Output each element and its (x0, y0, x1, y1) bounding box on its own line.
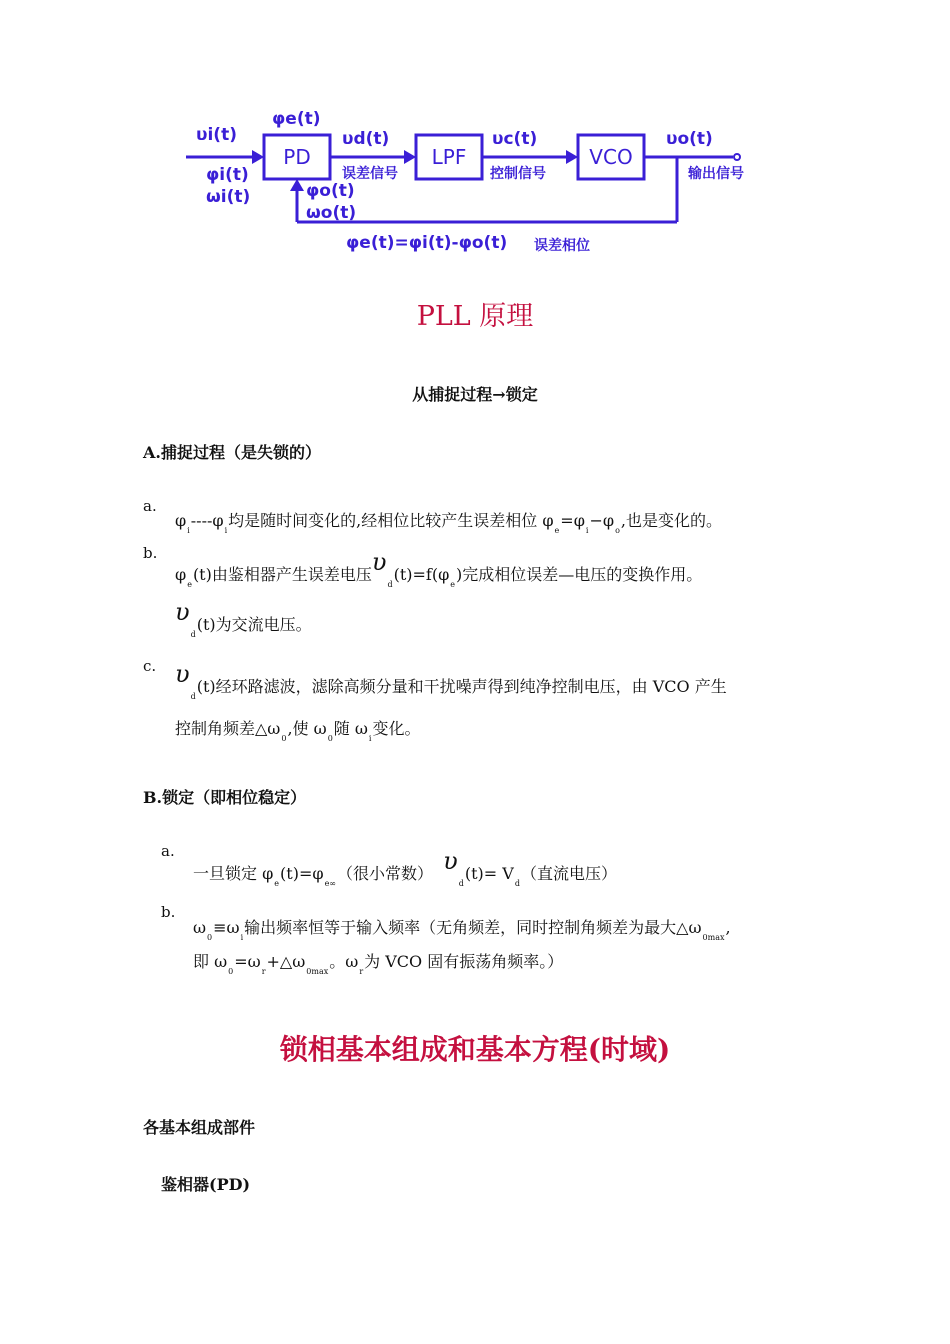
pd-block-label: PD (283, 145, 311, 169)
lpf-block-label: LPF (431, 145, 467, 169)
components-heading: 各基本组成部件 (143, 1118, 256, 1137)
section-b-heading: B.锁定（即相位稳定） (143, 788, 307, 807)
lock-item-b-text-line2: 即 $\omega_0=\omega_r+\triangle\omega_{0max}$。$\omega_r$为 VCO 固有振荡角频率。） (193, 952, 564, 976)
control-signal-caption: 控制信号 (490, 166, 546, 182)
capture-to-lock-subtitle: 从捕捉过程→锁定 (412, 385, 538, 404)
item-c-text-line1: $\upsilon_d(t)$经环路滤波，滤除高频分量和干扰噪声得到纯净控制电压，由 VCO 产生 (175, 660, 727, 701)
item-c-text-line2: 控制角频差$\triangle\omega_0$,使 $\omega_0$随 $\omega_i$变化。 (175, 719, 421, 743)
item-c-marker: c. (143, 657, 157, 675)
phase-equation: φe(t)=φi(t)-φo(t) (346, 233, 508, 253)
phase-detector-heading: 鉴相器(PD) (161, 1175, 251, 1194)
item-b-marker: b. (143, 544, 158, 562)
input-phase-label: φi(t) (206, 165, 249, 185)
lock-item-b-text-line1: $\omega_0\equiv\omega_i$输出频率恒等于输入频率（无角频差，同时控制角频差为最大$\triangle\omega_{0max}$, (193, 918, 731, 942)
error-voltage-label: υd(t) (342, 129, 390, 149)
error-signal-caption: 误差信号 (342, 166, 398, 182)
section-a-heading: A.捕捉过程（是失锁的） (143, 443, 321, 462)
output-signal-caption: 输出信号 (688, 166, 744, 182)
item-b-text-line1: $\varphi_e(t)$由鉴相器产生误差电压$\upsilon_d(t)=f(\varphi_e)$完成相位误差—电压的变换作用。 (175, 548, 703, 589)
lock-item-b-marker: b. (161, 903, 176, 921)
lock-item-a-marker: a. (161, 842, 175, 860)
vco-block-label: VCO (589, 145, 633, 169)
output-phase-label: φo(t) (306, 181, 355, 201)
pll-block-diagram (180, 105, 760, 265)
error-phase-caption: 误差相位 (534, 238, 590, 254)
item-b-text-line2: $\upsilon_d(t)$为交流电压。 (175, 598, 312, 639)
pll-principle-title: PLL 原理 (416, 301, 534, 332)
error-phase-label: φe(t) (272, 109, 321, 129)
output-signal-label: υo(t) (666, 129, 713, 149)
input-freq-label: ωi(t) (206, 187, 251, 207)
lock-item-a-text: 一旦锁定 $\varphi_e(t)=\varphi_{e\infty}$（很小常数） $\upsilon_d(t)= V_d$（直流电压） (193, 847, 617, 888)
item-a-text: $\varphi_i----\varphi_i$均是随时间变化的,经相位比较产生误差相位 $\varphi_e=\varphi_i-\varphi_o$,也是变化的。 (175, 511, 722, 535)
pll-components-title: 锁相基本组成和基本方程(时域) (279, 1033, 671, 1066)
output-freq-label: ωo(t) (306, 203, 357, 223)
input-signal-label: υi(t) (196, 125, 237, 145)
item-a-marker: a. (143, 497, 157, 515)
control-voltage-label: υc(t) (492, 129, 538, 149)
